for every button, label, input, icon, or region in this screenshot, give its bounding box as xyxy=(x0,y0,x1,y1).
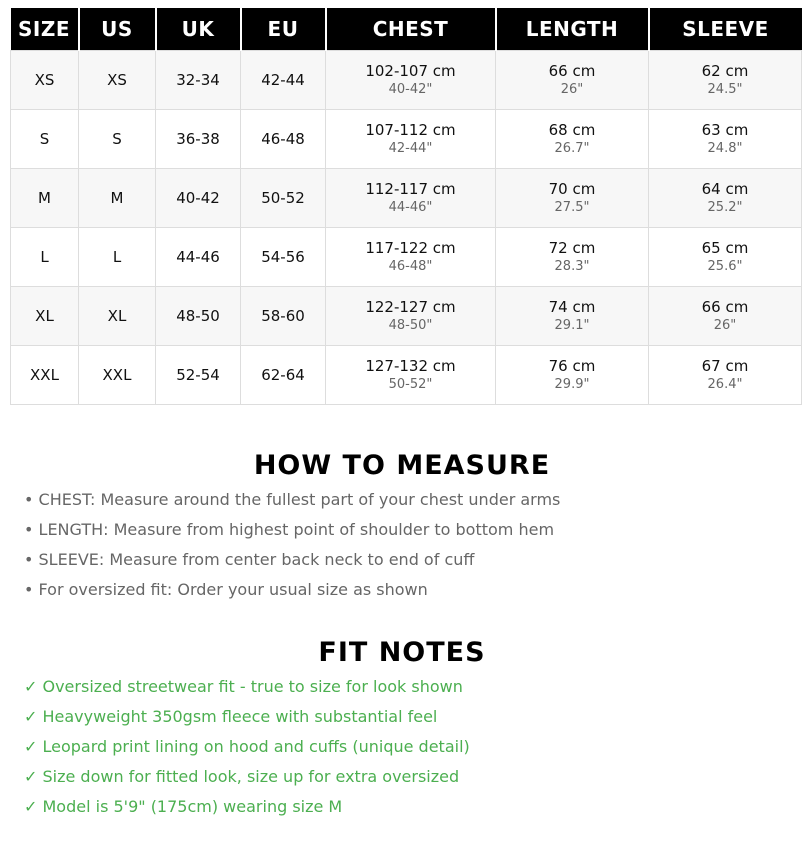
cell-uk: 44-46 xyxy=(156,228,241,287)
cell-size: XXL xyxy=(11,346,79,405)
length-cm: 70 cm xyxy=(548,180,596,198)
sleeve-inches: 24.5" xyxy=(707,82,743,97)
cell-eu: 62-64 xyxy=(241,346,326,405)
length-cm: 76 cm xyxy=(548,357,596,375)
sleeve-cm: 66 cm xyxy=(701,298,749,316)
cell-chest xyxy=(326,287,496,346)
cell-size: M xyxy=(11,169,79,228)
list-item: ✓ Size down for fitted look, size up for extra oversized xyxy=(24,767,460,786)
cell-length xyxy=(496,346,649,405)
length-cm: 66 cm xyxy=(548,62,596,80)
list-item: ✓ Leopard print lining on hood and cuffs (unique detail) xyxy=(24,737,470,756)
cell-eu: 42-44 xyxy=(241,51,326,110)
cell-chest xyxy=(326,169,496,228)
cell-eu: 54-56 xyxy=(241,228,326,287)
sleeve-cm: 63 cm xyxy=(701,121,749,139)
header-us: US xyxy=(79,8,156,51)
chest-cm: 102-107 cm xyxy=(365,62,456,80)
table-row xyxy=(11,346,802,405)
sleeve-cm: 62 cm xyxy=(701,62,749,80)
header-eu: EU xyxy=(241,8,326,51)
length-inches: 26" xyxy=(560,82,584,97)
size-chart-table xyxy=(10,8,802,405)
list-item: ✓ Heavyweight 350gsm fleece with substantial feel xyxy=(24,707,438,726)
chest-inches: 46-48" xyxy=(388,259,433,274)
list-item: ✓ Oversized streetwear fit - true to size for look shown xyxy=(24,677,463,696)
sleeve-inches: 25.2" xyxy=(707,200,743,215)
chest-inches: 50-52" xyxy=(388,377,433,392)
length-cm: 74 cm xyxy=(548,298,596,316)
chest-inches: 42-44" xyxy=(388,141,433,156)
cell-size: XS xyxy=(11,51,79,110)
table-row xyxy=(11,110,802,169)
table-row xyxy=(11,228,802,287)
list-item: ✓ Model is 5'9" (175cm) wearing size M xyxy=(24,797,343,816)
table-row xyxy=(11,287,802,346)
chest-cm: 117-122 cm xyxy=(365,239,456,257)
chest-inches: 44-46" xyxy=(388,200,433,215)
cell-size: XL xyxy=(11,287,79,346)
cell-length xyxy=(496,287,649,346)
cell-length xyxy=(496,51,649,110)
length-inches: 29.9" xyxy=(554,377,590,392)
list-item: • LENGTH: Measure from highest point of shoulder to bottom hem xyxy=(24,520,555,539)
cell-uk: 40-42 xyxy=(156,169,241,228)
sleeve-inches: 26.4" xyxy=(707,377,743,392)
list-item: • CHEST: Measure around the fullest part of your chest under arms xyxy=(24,490,561,509)
cell-chest xyxy=(326,346,496,405)
cell-length xyxy=(496,228,649,287)
cell-chest xyxy=(326,228,496,287)
table-row xyxy=(11,51,802,110)
chest-cm: 122-127 cm xyxy=(365,298,456,316)
cell-us: L xyxy=(79,228,156,287)
cell-sleeve xyxy=(649,346,802,405)
cell-uk: 36-38 xyxy=(156,110,241,169)
cell-sleeve xyxy=(649,287,802,346)
table-row xyxy=(11,169,802,228)
cell-sleeve xyxy=(649,110,802,169)
cell-length xyxy=(496,110,649,169)
table-header-row xyxy=(11,8,802,51)
cell-sleeve xyxy=(649,51,802,110)
sleeve-cm: 65 cm xyxy=(701,239,749,257)
list-item: • SLEEVE: Measure from center back neck to end of cuff xyxy=(24,550,475,569)
chest-inches: 48-50" xyxy=(388,318,433,333)
cell-size: S xyxy=(11,110,79,169)
cell-uk: 32-34 xyxy=(156,51,241,110)
cell-eu: 50-52 xyxy=(241,169,326,228)
sleeve-inches: 26" xyxy=(713,318,737,333)
cell-sleeve xyxy=(649,169,802,228)
cell-chest xyxy=(326,51,496,110)
length-cm: 68 cm xyxy=(548,121,596,139)
cell-us: XS xyxy=(79,51,156,110)
length-cm: 72 cm xyxy=(548,239,596,257)
header-uk: UK xyxy=(156,8,241,51)
length-inches: 26.7" xyxy=(554,141,590,156)
cell-us: XXL xyxy=(79,346,156,405)
chest-inches: 40-42" xyxy=(388,82,433,97)
chest-cm: 127-132 cm xyxy=(365,357,456,375)
sleeve-inches: 25.6" xyxy=(707,259,743,274)
chest-cm: 112-117 cm xyxy=(365,180,456,198)
cell-us: S xyxy=(79,110,156,169)
cell-size: L xyxy=(11,228,79,287)
header-sleeve: SLEEVE xyxy=(649,8,802,51)
header-chest: CHEST xyxy=(326,8,496,51)
cell-sleeve xyxy=(649,228,802,287)
length-inches: 27.5" xyxy=(554,200,590,215)
cell-uk: 48-50 xyxy=(156,287,241,346)
cell-chest xyxy=(326,110,496,169)
cell-uk: 52-54 xyxy=(156,346,241,405)
cell-eu: 46-48 xyxy=(241,110,326,169)
how-to-measure-title: HOW TO MEASURE xyxy=(253,450,551,481)
fit-notes-title: FIT NOTES xyxy=(318,637,486,668)
how-to-measure-list xyxy=(24,485,560,605)
header-length: LENGTH xyxy=(496,8,649,51)
list-item: • For oversized fit: Order your usual size as shown xyxy=(24,580,428,599)
cell-eu: 58-60 xyxy=(241,287,326,346)
sleeve-cm: 67 cm xyxy=(701,357,749,375)
cell-length xyxy=(496,169,649,228)
sleeve-inches: 24.8" xyxy=(707,141,743,156)
length-inches: 29.1" xyxy=(554,318,590,333)
length-inches: 28.3" xyxy=(554,259,590,274)
cell-us: XL xyxy=(79,287,156,346)
cell-us: M xyxy=(79,169,156,228)
header-size: SIZE xyxy=(11,8,79,51)
fit-notes-list xyxy=(24,672,470,822)
chest-cm: 107-112 cm xyxy=(365,121,456,139)
sleeve-cm: 64 cm xyxy=(701,180,749,198)
